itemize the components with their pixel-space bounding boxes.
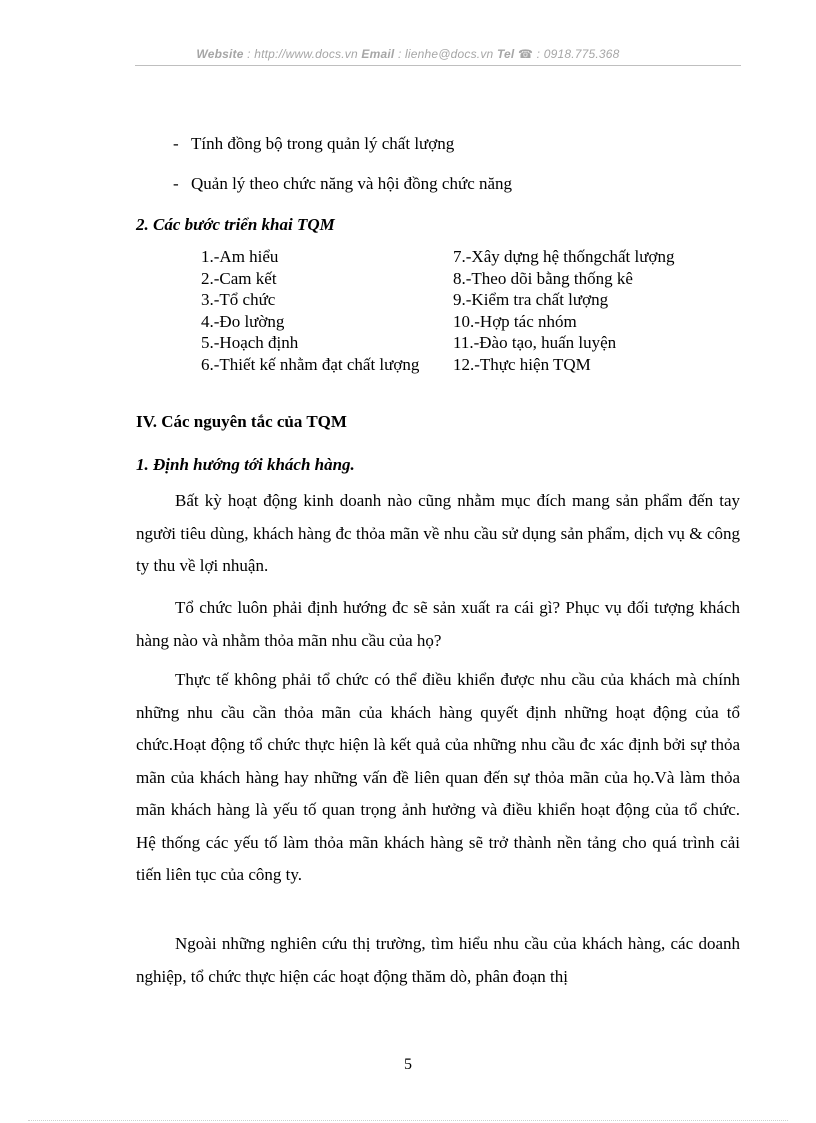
header-divider (135, 65, 741, 66)
paragraph: Ngoài những nghiên cứu thị trường, tìm hiểu nhu cầu của khách hàng, các doanh nghiệp, tổ chức thực hiện các hoạt động thăm dò, phân đoạn thị (136, 934, 740, 986)
paragraph: Thực tế không phải tổ chức có thể điều khiển được nhu cầu của khách mà chính những nhu cầu cần thỏa mãn của khách hàng quyết định những hoạt động của tổ chức.Hoạt động tổ chức thực hiện là kết quả của những nhu cầu đc xác định bởi sự thỏa mãn của khách hàng hay những vấn đề liên quan đến sự thỏa mãn của họ.Và làm thỏa mãn khách hàng là yếu tố quan trọng ảnh hưởng và điều khiển hoạt động của tổ chức. Hệ thống các yếu tố làm thỏa mãn khách hàng sẽ trở thành nền tảng cho quá trình cải tiến liên tục của công ty. (136, 670, 740, 884)
email-label: Email (361, 47, 395, 61)
paragraph: Tổ chức luôn phải định hướng đc sẽ sản xuất ra cái gì? Phục vụ đối tượng khách hàng nào và nhằm thỏa mãn nhu cầu của họ? (136, 598, 740, 650)
step-item: 2.-Cam kết (201, 268, 277, 288)
step-item: 6.-Thiết kế nhằm đạt chất lượng (201, 354, 420, 374)
footer-divider (28, 1120, 788, 1121)
section-heading: IV. Các nguyên tắc của TQM (136, 412, 347, 431)
step-item: 8.-Theo dõi bằng thống kê (453, 268, 633, 288)
bullet-dash: - (173, 134, 179, 153)
paragraph: Bất kỳ hoạt động kinh doanh nào cũng nhằm mục đích mang sản phẩm đến tay người tiêu dùng, khách hàng đc thỏa mãn về nhu cầu sử dụng sản phẩm, dịch vụ & công ty thu về lợi nhuận. (136, 491, 740, 575)
tel-label: Tel (496, 47, 515, 61)
bullet-item (173, 174, 512, 194)
bullet-item (173, 134, 454, 154)
tel-value: : 0918.775.368 (533, 47, 620, 61)
step-item: 1.-Am hiểu (201, 247, 279, 266)
step-item: 7.-Xây dựng hệ thốngchất lượng (453, 247, 675, 266)
step-item: 3.-Tổ chức (201, 290, 276, 309)
step-item: 12.-Thực hiện TQM (453, 354, 591, 374)
steps-list-right (453, 246, 674, 375)
bullet-text: Quản lý theo chức năng và hội đồng chức năng (191, 174, 513, 193)
bullet-text: Tính đồng bộ trong quản lý chất lượng (191, 134, 455, 153)
step-item: 4.-Đo lường (201, 311, 285, 331)
website-value: : http://www.docs.vn (243, 47, 362, 61)
step-item: 11.-Đào tạo, huấn luyện (453, 333, 617, 352)
page-header (0, 47, 816, 61)
website-label: Website (196, 47, 244, 61)
email-value: : lienhe@docs.vn (394, 47, 497, 61)
step-item: 9.-Kiểm tra chất lượng (453, 290, 609, 309)
step-item: 10.-Hợp tác nhóm (453, 311, 577, 331)
step-item: 5.-Hoạch định (201, 333, 299, 352)
steps-list-left (201, 246, 421, 375)
phone-icon: ☎ (517, 47, 534, 61)
bullet-dash: - (173, 174, 179, 193)
steps-heading: 2. Các bước triển khai TQM (136, 215, 335, 234)
subsection-heading: 1. Định hướng tới khách hàng. (136, 455, 355, 474)
page-number: 5 (404, 1056, 412, 1073)
